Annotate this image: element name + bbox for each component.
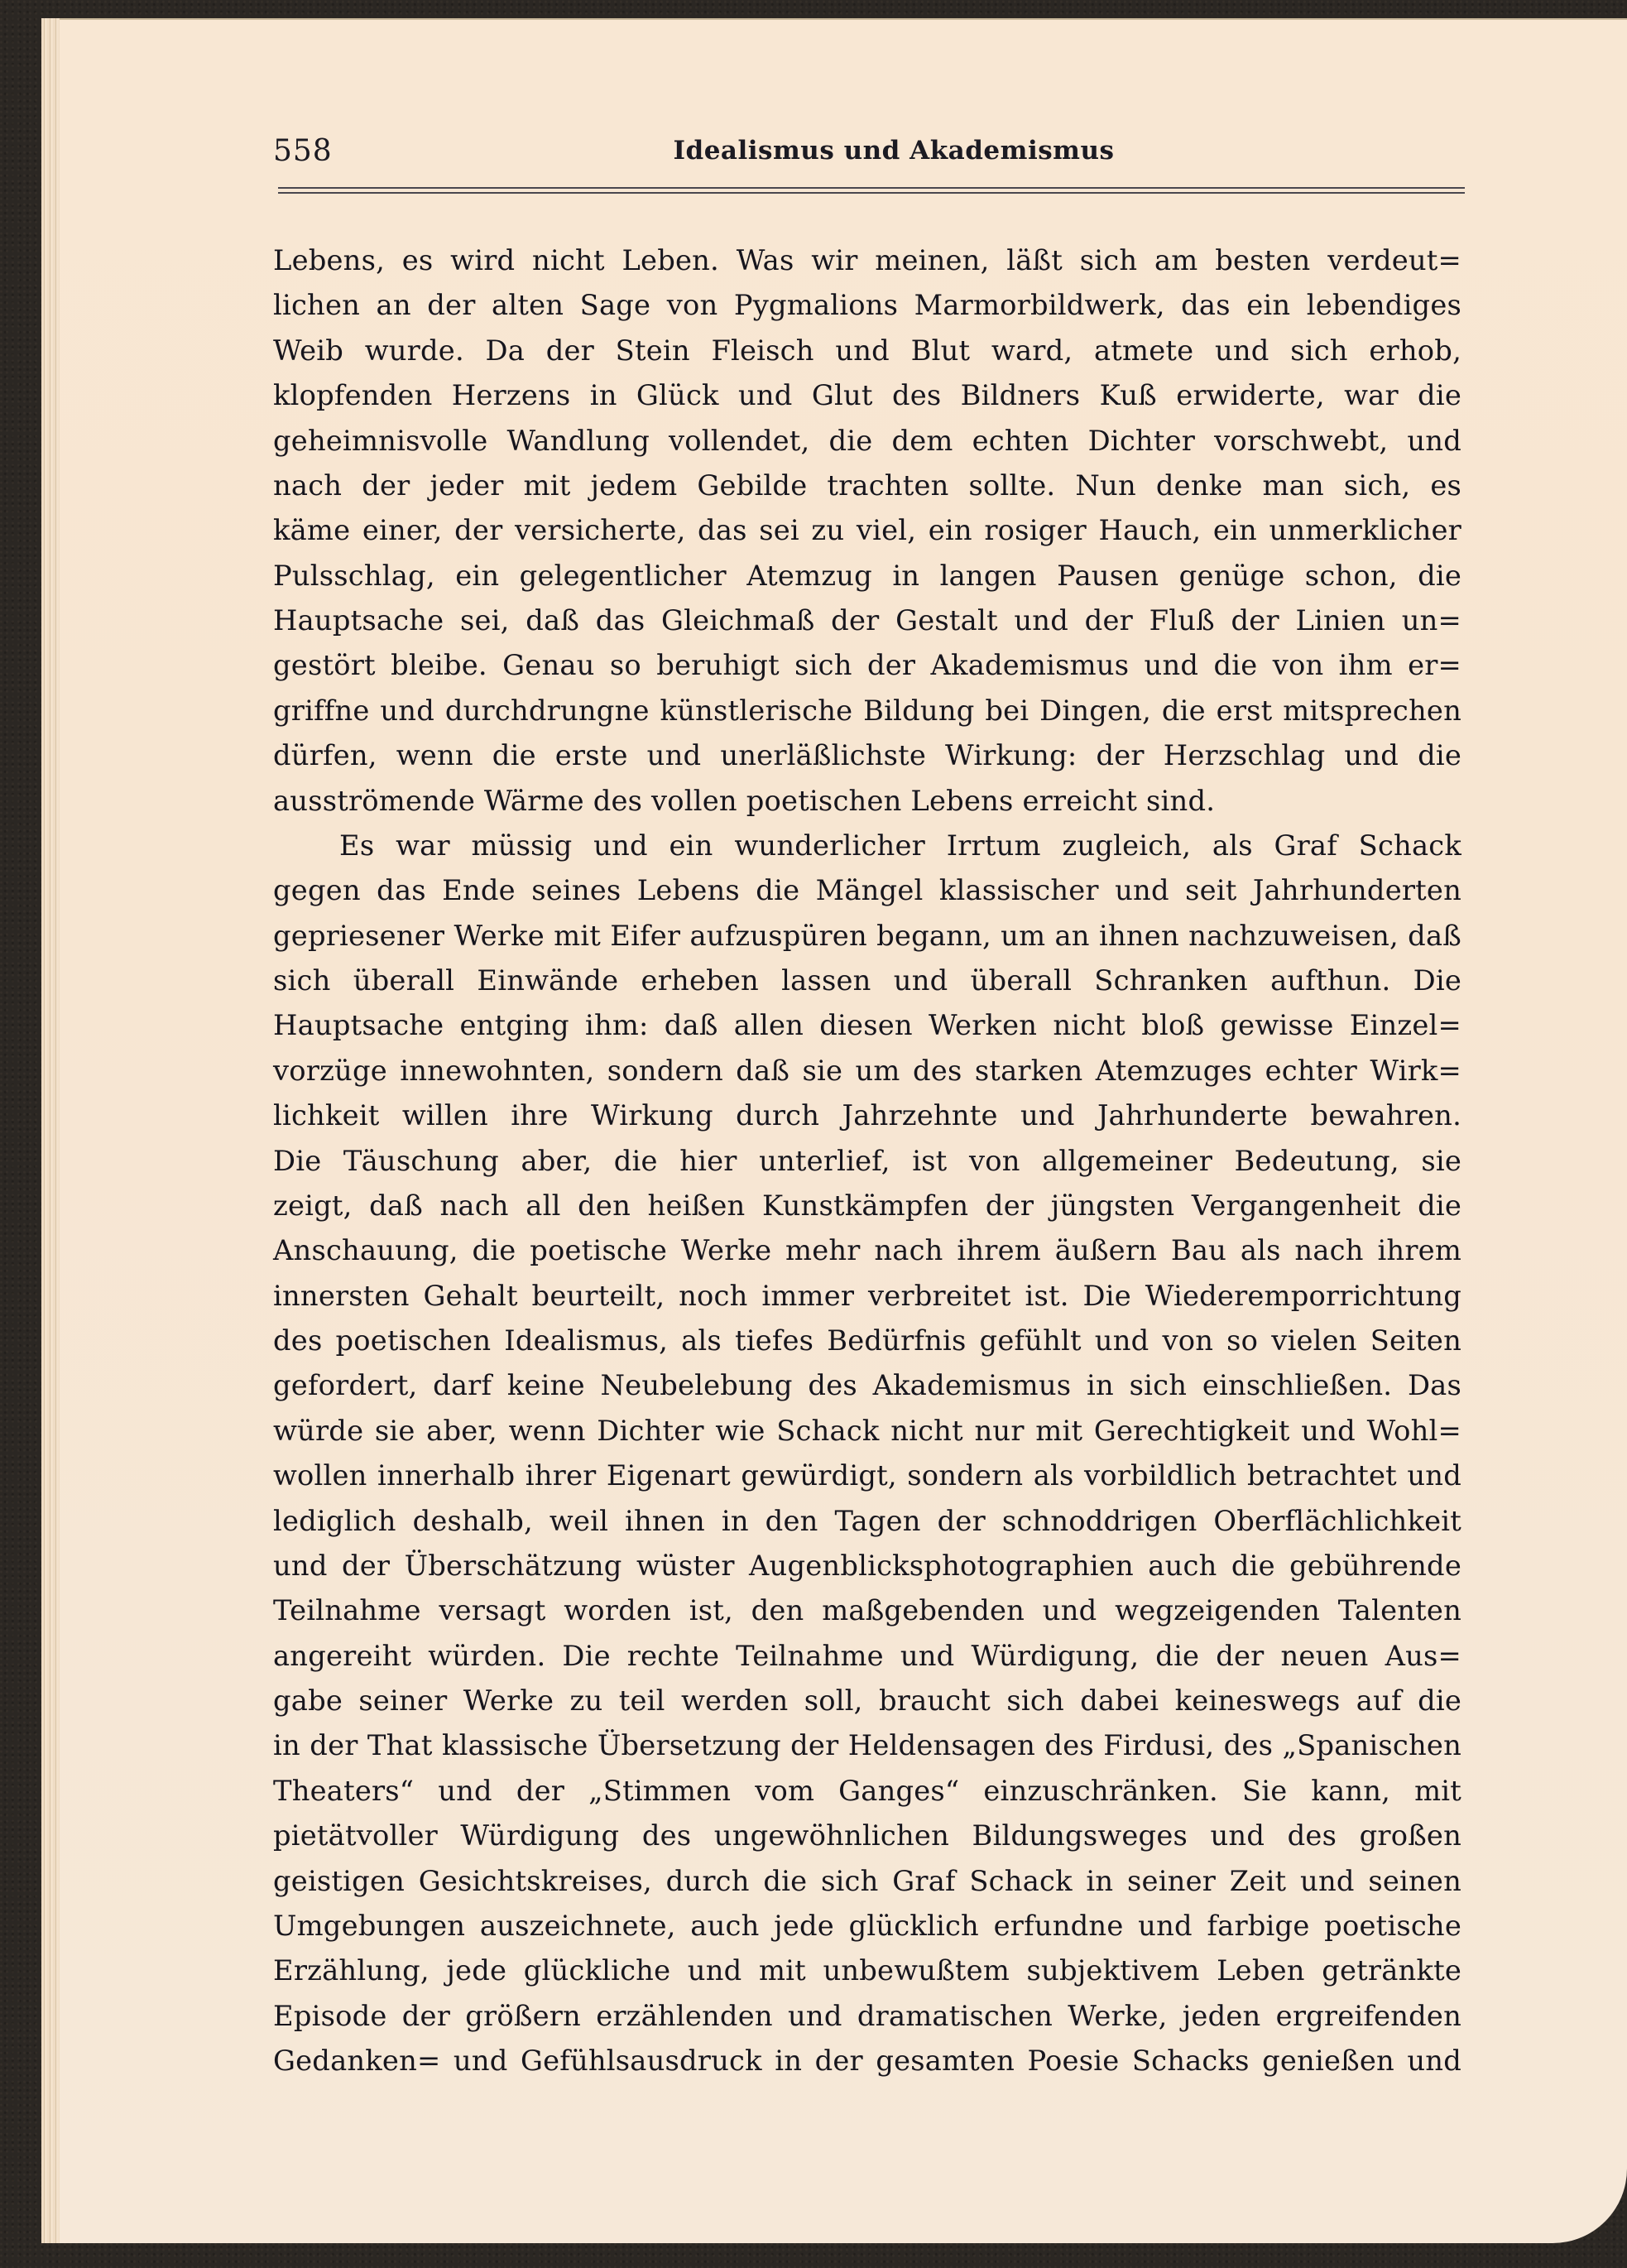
header-rule-bottom: [278, 192, 1465, 194]
text-line: gepriesener Werke mit Eifer aufzuspüren begann, um an ihnen nachzuweisen, daß: [273, 919, 1461, 952]
text-line: Hauptsache entging ihm: daß allen diesen Werken nicht bloß gewisse Einzel=: [273, 1009, 1461, 1042]
text-line: in der That klassische Übersetzung der Heldensagen des Firdusi, des „Spanischen: [273, 1729, 1461, 1762]
text-line: geheimnisvolle Wandlung vollendet, die dem echten Dichter vorschwebt, und: [273, 424, 1461, 457]
text-line: Gedanken= und Gefühlsausdruck in der gesamten Poesie Schacks genießen und: [273, 2045, 1461, 2077]
text-line: Es war müssig und ein wunderlicher Irrtum zugleich, als Graf Schack: [339, 829, 1461, 862]
text-line: Weib wurde. Da der Stein Fleisch und Blut ward, atmete und sich erhob,: [273, 334, 1461, 367]
page-number: 558: [273, 134, 333, 168]
text-line: und der Überschätzung wüster Augenblicksphotographien auch die gebührende: [273, 1549, 1461, 1582]
text-line: würde sie aber, wenn Dichter wie Schack nicht nur mit Gerechtigkeit und Wohl=: [273, 1414, 1461, 1447]
text-line: gabe seiner Werke zu teil werden soll, braucht sich dabei keineswegs auf die: [273, 1684, 1461, 1717]
page-stack-edge: [41, 18, 60, 2243]
text-line: gegen das Ende seines Lebens die Mängel klassischer und seit Jahrhunderten: [273, 874, 1461, 907]
text-line: Pulsschlag, ein gelegentlicher Atemzug in langen Pausen genüge schon, die: [273, 559, 1461, 592]
text-line: Umgebungen auszeichnete, auch jede glücklich erfundne und farbige poetische: [273, 1909, 1461, 1942]
text-line: innersten Gehalt beurteilt, noch immer verbreitet ist. Die Wiederemporrichtung: [273, 1279, 1461, 1312]
text-line: ausströmende Wärme des vollen poetischen Lebens erreicht sind.: [273, 784, 1216, 817]
text-line: lediglich deshalb, weil ihnen in den Tagen der schnoddrigen Oberflächlichkeit: [273, 1504, 1461, 1537]
header-double-rule: [278, 187, 1465, 195]
body-text: [273, 238, 1461, 2083]
page-header: [273, 131, 1465, 180]
text-line: Episode der größern erzählenden und dramatischen Werke, jeden ergreifenden: [273, 1999, 1461, 2032]
text-line: zeigt, daß nach all den heißen Kunstkämpfen der jüngsten Vergangenheit die: [273, 1189, 1461, 1222]
text-line: wollen innerhalb ihrer Eigenart gewürdigt, sondern als vorbildlich betrachtet und: [273, 1459, 1461, 1492]
text-line: nach der jeder mit jedem Gebilde trachten sollte. Nun denke man sich, es: [273, 468, 1461, 502]
text-line: pietätvoller Würdigung des ungewöhnlichen Bildungsweges und des großen: [273, 1819, 1461, 1852]
text-line: vorzüge innewohnten, sondern daß sie um des starken Atemzuges echter Wirk=: [273, 1054, 1461, 1087]
text-line: lichkeit willen ihre Wirkung durch Jahrzehnte und Jahrhunderte bewahren.: [273, 1099, 1461, 1132]
text-line: lichen an der alten Sage von Pygmalions Marmorbildwerk, das ein lebendiges: [273, 289, 1461, 322]
text-line: Hauptsache sei, daß das Gleichmaß der Gestalt und der Fluß der Linien un=: [273, 604, 1461, 637]
text-line: Erzählung, jede glückliche und mit unbewußtem subjektivem Leben getränkte: [273, 1954, 1461, 1987]
text-line: angereiht würden. Die rechte Teilnahme und Würdigung, die der neuen Aus=: [273, 1639, 1461, 1672]
text-line: gestört bleibe. Genau so beruhigt sich der Akademismus und die von ihm er=: [273, 649, 1461, 682]
header-rule-top: [278, 187, 1465, 189]
text-line: Lebens, es wird nicht Leben. Was wir meinen, läßt sich am besten verdeut=: [273, 244, 1461, 276]
text-line: Anschauung, die poetische Werke mehr nach ihrem äußern Bau als nach ihrem: [273, 1234, 1461, 1267]
text-line: dürfen, wenn die erste und unerläßlichste Wirkung: der Herzschlag und die: [273, 739, 1461, 772]
text-line: käme einer, der versicherte, das sei zu viel, ein rosiger Hauch, ein unmerklicher: [273, 514, 1461, 547]
text-line: klopfenden Herzens in Glück und Glut des Bildners Kuß erwiderte, war die: [273, 379, 1461, 412]
text-line: Theaters“ und der „Stimmen vom Ganges“ einzuschränken. Sie kann, mit: [273, 1774, 1461, 1807]
text-line: sich überall Einwände erheben lassen und überall Schranken aufthun. Die: [273, 964, 1461, 997]
text-line: des poetischen Idealismus, als tiefes Bedürfnis gefühlt und von so vielen Seiten: [273, 1324, 1461, 1357]
text-line: Teilnahme versagt worden ist, den maßgebenden und wegzeigenden Talenten: [273, 1594, 1461, 1627]
text-line: geistigen Gesichtskreises, durch die sich Graf Schack in seiner Zeit und seinen: [273, 1864, 1461, 1897]
text-line: griffne und durchdrungne künstlerische Bildung bei Dingen, die erst mitsprechen: [273, 694, 1461, 727]
text-line: Die Täuschung aber, die hier unterlief, ist von allgemeiner Bedeutung, sie: [273, 1144, 1461, 1177]
running-title: Idealismus und Akademismus: [673, 136, 1115, 166]
text-line: gefordert, darf keine Neubelebung des Akademismus in sich einschließen. Das: [273, 1369, 1461, 1402]
